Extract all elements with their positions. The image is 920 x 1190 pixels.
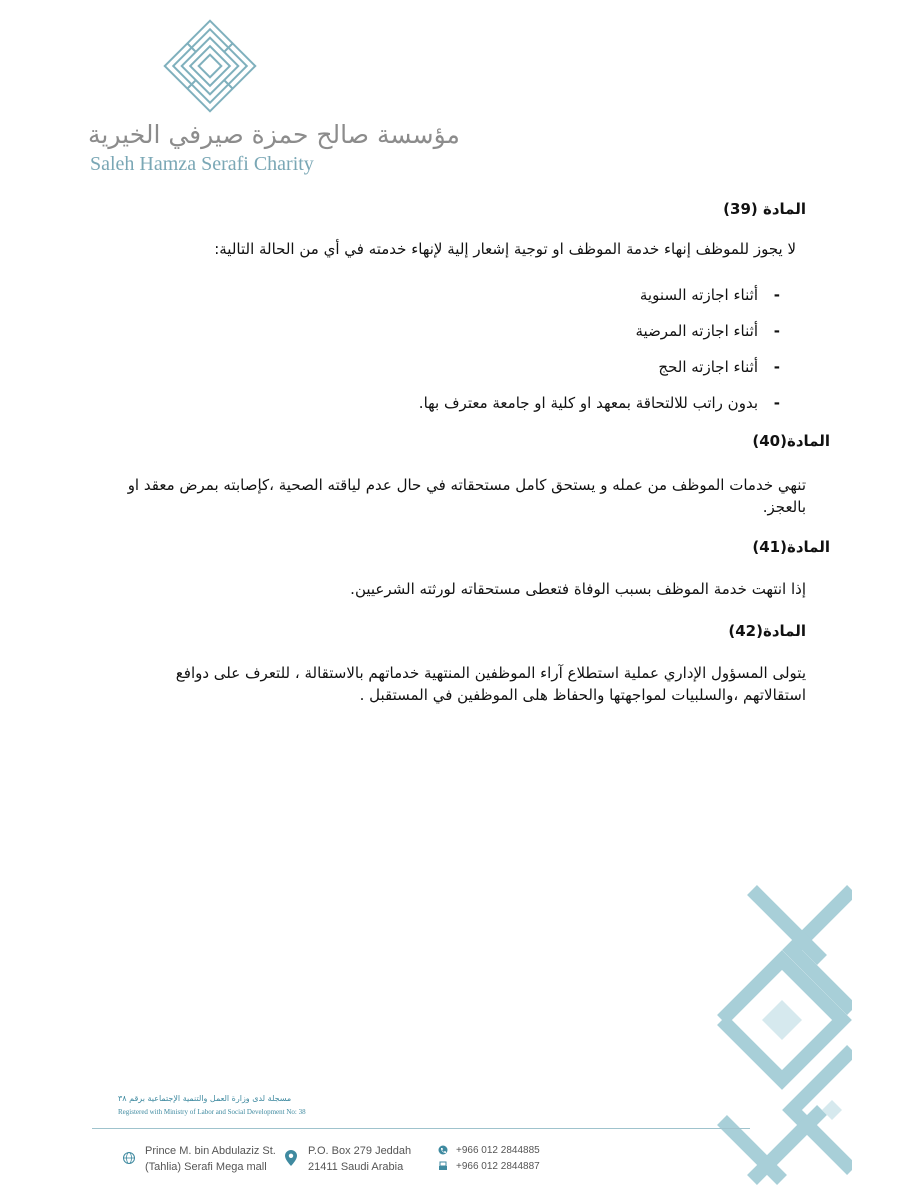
article-42-paragraph: يتولى المسؤول الإداري عملية استطلاع آراء الموظفين المنتهية خدماتهم بالاستقالة ، للتعرف على دوافع استقالاتهم ،والسلبيات لمواجهتها والحفاظ هلى الموظفين في المستقبل . [175,664,806,704]
globe-icon [122,1151,136,1165]
article-39-heading: المادة (39) [723,200,806,218]
address-line1: Prince M. bin Abdulaziz St. [145,1145,276,1157]
footer-divider [92,1128,750,1129]
list-item: - بدون راتب للالتحاقة بمعهد او كلية او جامعة معترف بها. [418,394,780,412]
phone-number: +966 012 2844885 [456,1145,540,1156]
article-39-paragraph: لا يجوز للموظف إنهاء خدمة الموظف او توجية إشعار إلية لإنهاء خدمته في أي من الحالة التالية: [214,240,796,258]
logo-english-text: Saleh Hamza Serafi Charity [90,153,314,175]
pobox-block [308,1143,411,1175]
decorative-pattern [712,880,852,1190]
article-39-list [419,284,780,428]
list-item: - أثناء اجازته المرضية [635,322,780,340]
contact-block [456,1143,540,1175]
pobox-line2: 21411 Saudi Arabia [308,1161,404,1173]
logo-square-icon [160,16,260,116]
pobox-line1: P.O. Box 279 Jeddah [308,1145,412,1157]
list-item: - أثناء اجازته الحج [658,358,780,376]
address-line2: (Tahlia) Serafi Mega mall [145,1161,267,1173]
location-pin-icon [285,1150,297,1166]
logo-arabic-text: مؤسسة صالح حمزة صيرفي الخيرية [88,120,460,149]
address-block [145,1143,276,1175]
phone-icon [438,1145,448,1155]
article-40-paragraph: تنهي خدمات الموظف من عمله و يستحق كامل مستحقاته في حال عدم لياقته الصحية ،كإصابته بمرض معقد او بالعجز. [127,476,806,516]
registration-english: Registered with Ministry of Labor and Social Development No: 38 [118,1108,306,1116]
fax-icon [438,1161,448,1171]
registration-arabic: مسجلة لدى وزارة العمل والتنمية الإجتماعية برقم ٣٨ [118,1094,292,1103]
list-item: - أثناء اجازته السنوية [639,286,780,304]
article-41-heading: المادة(41) [752,538,830,556]
article-42-heading: المادة(42) [728,622,806,640]
fax-number: +966 012 2844887 [456,1161,540,1172]
article-41-paragraph: إذا انتهت خدمة الموظف بسبب الوفاة فتعطى مستحقاته لورثته الشرعيين. [350,580,806,598]
article-40-heading: المادة(40) [752,432,830,450]
